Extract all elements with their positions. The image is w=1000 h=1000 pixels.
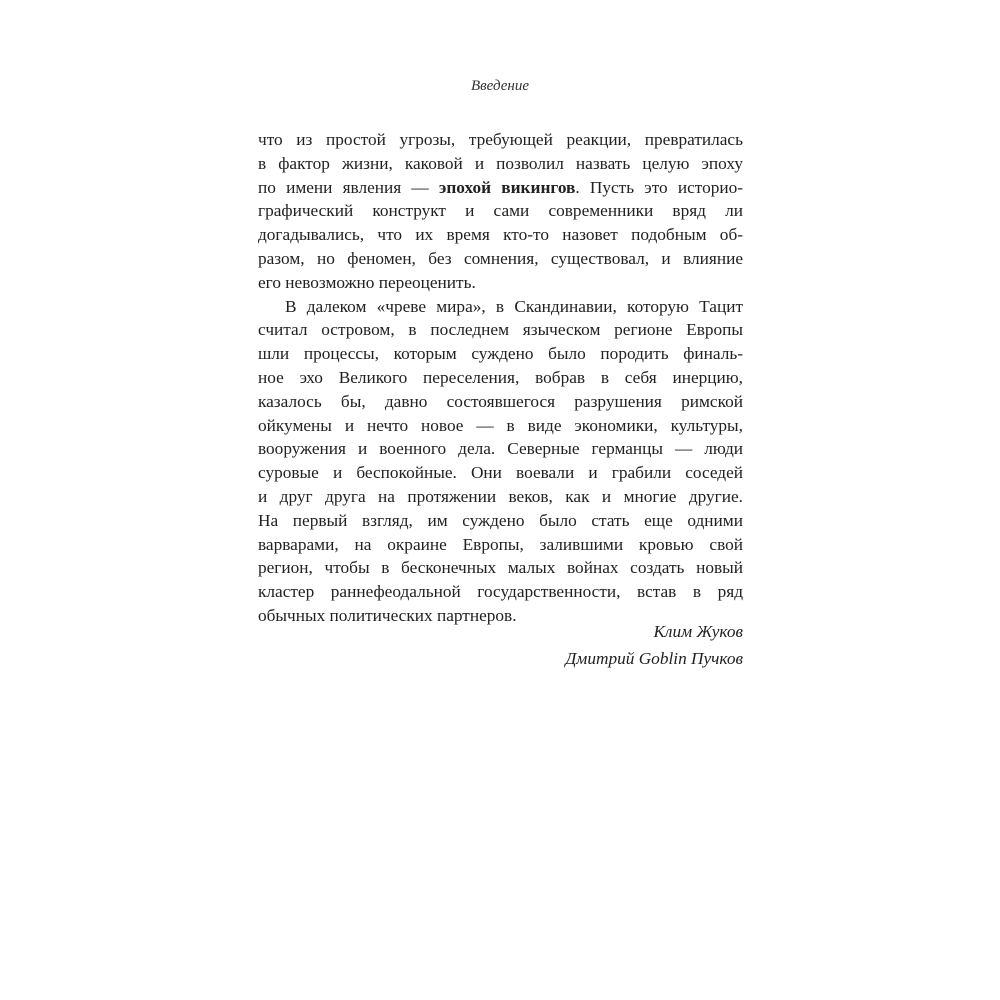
text-line: обычных политических партнеров. [258,605,517,625]
text-line: варварами, на окраине Европы, залившими кровью свой [258,534,743,554]
text-segment: . Пусть это историо- [575,177,744,197]
text-line: догадывались, что их время кто-то назовет подобным об- [258,225,743,245]
text-segment: по имени явления — [258,177,439,197]
text-line: ойкумены и нечто новое — в виде экономики, культуры, [258,415,743,435]
text-line: разом, но феномен, без сомнения, существовал, и влияние [258,248,743,268]
text-line: ное эхо Великого переселения, вобрав в себя инерцию, [258,367,743,387]
text-line: его невозможно переоценить. [258,272,476,292]
running-header: Введение [471,78,529,94]
text-line: вооружения и военного дела. Северные германцы — люди [258,439,743,459]
signature-block [565,618,743,672]
text-line: На первый взгляд, им суждено было стать еще одними [258,510,743,530]
text-line: в фактор жизни, каковой и позволил назвать целую эпоху [258,153,743,173]
text-line: регион, чтобы в бесконечных малых войнах создать новый [258,558,743,578]
text-line: суровые и беспокойные. Они воевали и грабили соседей [258,463,743,483]
text-line: и друг друга на протяжении веков, как и многие другие. [258,486,743,506]
text-line: В далеком «чреве мира», в Скандинавии, которую Тацит [285,296,743,316]
paragraph-2 [258,295,743,628]
text-line: что из простой угрозы, требующей реакции, превратилась [258,130,743,149]
text-line: графический конструкт и сами современники вряд ли [258,201,743,221]
text-line [258,176,743,200]
text-line: шли процессы, которым суждено было породить финаль- [258,344,743,364]
text-line: кластер раннефеодальной государственности, встав в ряд [258,582,743,602]
paragraph-1 [258,128,743,295]
bold-term: эпохой викингов [438,177,576,197]
body-text [258,128,743,628]
author-name: Дмитрий Goblin Пучков [565,649,743,668]
author-name: Клим Жуков [653,622,743,641]
text-line: считал островом, в последнем языческом регионе Европы [258,320,743,340]
text-line: казалось бы, давно состоявшегося разрушения римской [258,391,743,411]
